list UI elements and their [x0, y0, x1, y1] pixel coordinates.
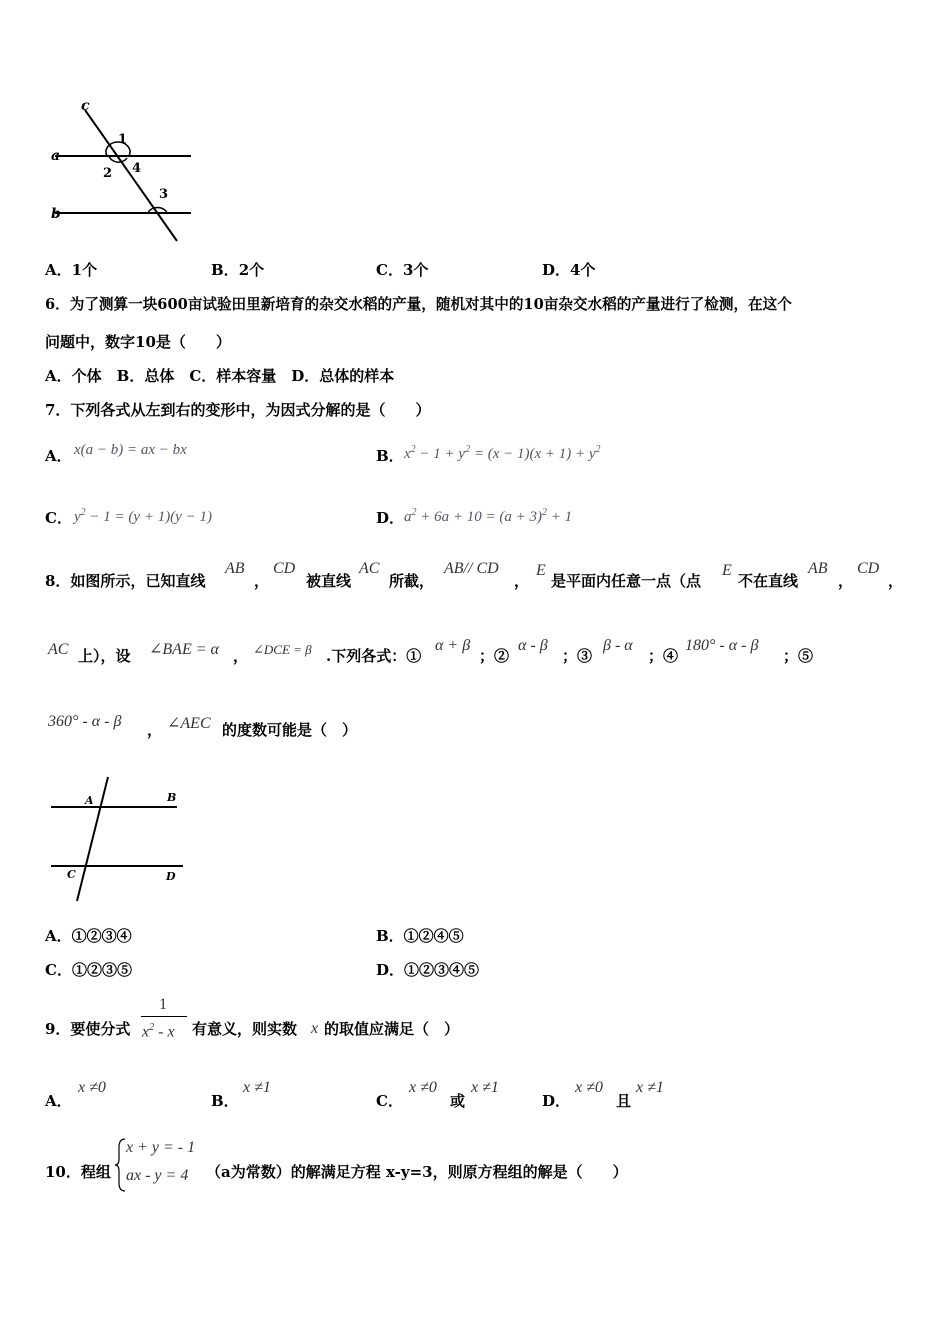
fig1-label-b: b: [51, 206, 61, 222]
q5-option-d: D．4个: [542, 261, 596, 279]
q7-option-b-expr: $x^2 - 1 + y^2 = (x - 1)(x + 1) + y^2$: [404, 444, 601, 462]
q8-stem-part3: 所截，: [389, 572, 435, 590]
q8-option-b: B．①②④⑤: [376, 927, 464, 945]
q8-option-c: C．①②③⑤: [45, 961, 132, 979]
fig2-label-b: B: [167, 791, 177, 804]
fig1-label-2: 2: [103, 166, 113, 181]
q9-fraction-denominator: $x^2$ - x: [142, 1022, 175, 1041]
fig1-label-a: a: [51, 148, 61, 164]
q8-line-cd-2: CD: [857, 560, 880, 577]
fig1-label-1: 1: [118, 132, 128, 147]
q9-option-c-expr1: x ≠0: [409, 1079, 437, 1096]
q8-ab-parallel-cd: AB// CD: [444, 560, 499, 577]
q8-sep-3: ；③: [562, 647, 593, 665]
q8-expr-1: α + β: [435, 637, 471, 654]
q8-angle-dce: ∠DCE = β: [253, 642, 312, 657]
q9-option-c-expr2: x ≠1: [471, 1079, 499, 1096]
q7-option-d-letter: D．: [376, 509, 405, 527]
q7-option-b-letter: B．: [376, 447, 404, 465]
q8-stem-part5: 不在直线: [738, 572, 799, 590]
q8-stem-part1: 8．如图所示，已知直线: [45, 572, 206, 590]
q8-option-d: D．①②③④⑤: [376, 961, 480, 979]
q8-comma-3: ，: [838, 572, 854, 590]
q6-stem-line1: 6．为了测算一块600亩试验田里新培育的杂交水稻的产量，随机对其中的10亩杂交水稻的产量进行了检测，在这个: [45, 296, 792, 313]
q8-stem-part8: 的度数可能是（ ）: [222, 721, 358, 739]
q8-sep-2: ；②: [479, 647, 510, 665]
q8-option-a: A．①②③④: [45, 927, 132, 945]
q10-equation-1: x + y = - 1: [126, 1139, 196, 1156]
q9-stem-part1: 9．要使分式: [45, 1020, 131, 1038]
q8-stem-part6: 上），设: [78, 647, 131, 665]
q8-line-ac-2: AC: [48, 641, 69, 658]
q8-line-cd: CD: [273, 560, 296, 577]
q5-option-b: B．2个: [211, 261, 265, 279]
fig2-label-d: D: [166, 870, 176, 883]
q8-expr-4: 180° - α - β: [685, 637, 759, 654]
fig1-label-c: c: [81, 98, 90, 114]
q8-stem-part4: 是平面内任意一点（点: [551, 572, 702, 590]
q8-comma-6: ，: [147, 721, 163, 739]
q8-line-ac: AC: [359, 560, 380, 577]
q5-option-c: C．3个: [376, 261, 429, 279]
q9-option-d-expr2: x ≠1: [636, 1079, 664, 1096]
q8-angle-bae: ∠BAE = α: [149, 641, 219, 658]
q7-option-a-expr: x(a − b) = ax − bx: [74, 442, 187, 458]
q10-stem-part1: 10．程组: [45, 1163, 111, 1181]
q6-stem-line2: 问题中，数字10是（ ）: [45, 333, 231, 351]
q8-stem-part7: .下列各式：①: [326, 647, 422, 665]
q7-option-c-expr: $y^2 - 1 = (y + 1)(y - 1)$: [74, 507, 212, 525]
q9-option-b-letter: B．: [211, 1092, 239, 1110]
q9-option-b-expr: x ≠1: [243, 1079, 271, 1096]
fig2-label-c: C: [67, 868, 76, 881]
q8-comma-2: ，: [514, 572, 530, 590]
q8-comma-5: ，: [233, 647, 249, 665]
fig2-label-a: A: [85, 794, 94, 807]
q8-angle-aec: ∠AEC: [167, 715, 211, 732]
q7-option-d-expr: $a^2 + 6a + 10 = (a + 3)^2 + 1$: [404, 507, 573, 525]
q7-option-c-letter: C．: [45, 509, 72, 527]
fig1-label-3: 3: [159, 187, 169, 202]
q8-expr-3: β - α: [603, 637, 633, 654]
q8-sep-5: ；⑤: [783, 647, 814, 665]
q9-option-d-expr1: x ≠0: [575, 1079, 603, 1096]
q9-stem-part2: 有意义，则实数: [192, 1020, 298, 1038]
q9-option-d-letter: D．: [542, 1092, 571, 1110]
q9-fraction-bar: [141, 1016, 187, 1017]
q7-stem: 7．下列各式从左到右的变形中，为因式分解的是（ ）: [45, 401, 431, 419]
q8-line-ab: AB: [225, 560, 245, 577]
q8-expr-5: 360° - α - β: [48, 713, 122, 730]
q9-fraction-numerator: 1: [159, 996, 167, 1013]
q7-option-a-letter: A．: [45, 447, 72, 465]
q8-point-e-2: E: [722, 562, 732, 579]
q8-comma-1: ，: [254, 572, 270, 590]
q8-sep-4: ；④: [648, 647, 679, 665]
q9-option-a-expr: x ≠0: [78, 1079, 106, 1096]
figure-parallel-lines-angles: [45, 98, 195, 248]
q8-point-e: E: [536, 562, 546, 579]
q9-option-a-letter: A．: [45, 1092, 72, 1110]
q8-stem-part2: 被直线: [306, 572, 352, 590]
q9-stem-part3: 的取值应满足（ ）: [324, 1020, 460, 1038]
q9-option-c-or: 或: [450, 1092, 466, 1110]
q9-fraction: [139, 995, 187, 1039]
q8-line-ab-2: AB: [808, 560, 828, 577]
q8-comma-4: ，: [888, 572, 904, 590]
q9-option-d-and: 且: [616, 1092, 632, 1110]
figure-ab-parallel-cd: [45, 775, 190, 905]
q10-stem-part2: （a为常数）的解满足方程 x-y=3，则原方程组的解是（ ）: [206, 1163, 628, 1181]
q8-expr-2: α - β: [518, 637, 548, 654]
q9-var-x: x: [311, 1020, 319, 1037]
q10-equation-2: ax - y = 4: [126, 1167, 189, 1184]
q6-options: A．个体 B．总体 C．样本容量 D．总体的样本: [45, 367, 395, 385]
q5-option-a: A．1个: [45, 261, 98, 279]
fig1-label-4: 4: [132, 161, 142, 176]
q9-option-c-letter: C．: [376, 1092, 403, 1110]
